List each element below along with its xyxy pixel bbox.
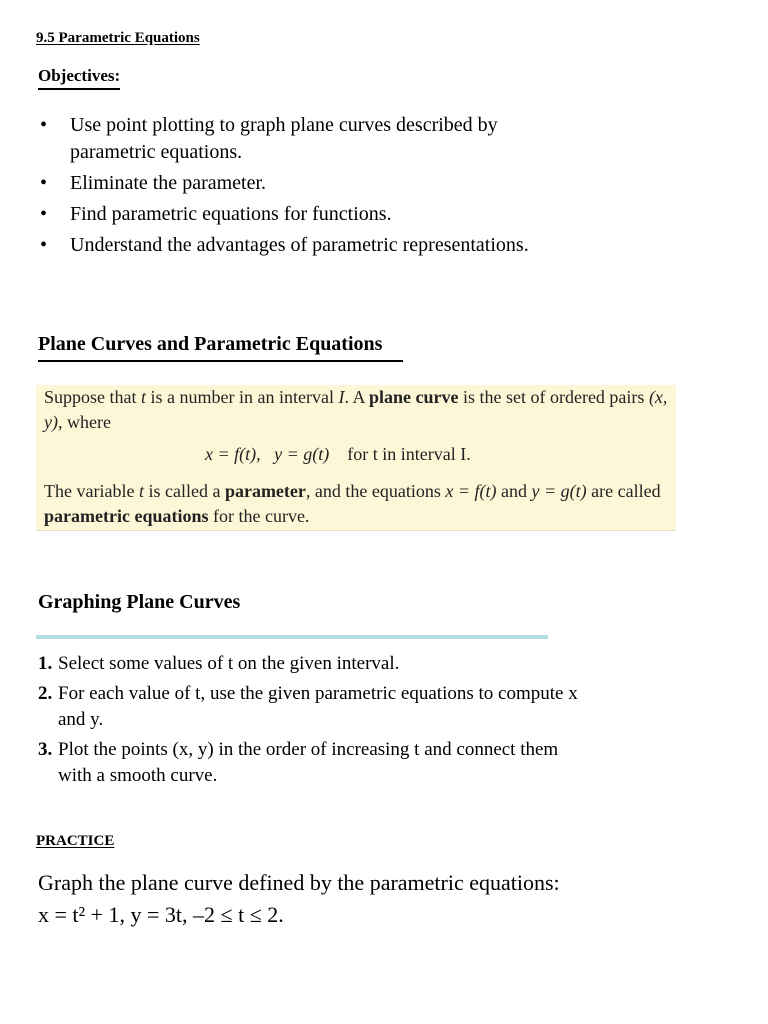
- step-item: [38, 681, 578, 733]
- objective-item: • Find parametric equations for functions.: [40, 201, 560, 228]
- graphing-heading: Graphing Plane Curves: [38, 591, 241, 613]
- definition-equation: x = f(t), y = g(t) for t in interval I.: [205, 444, 471, 464]
- definition-paragraph-2: The variable t is called a parameter, and the equations x = f(t) and y = g(t) are called parametric equations for the curve.: [44, 481, 661, 526]
- step-number: 1.: [38, 653, 53, 674]
- definition-paragraph-1: Suppose that t is a number in an interval I. A plane curve is the set of ordered pairs (x, y), where: [44, 387, 668, 432]
- objectives-list: [40, 112, 560, 263]
- step-item: [38, 737, 578, 789]
- step-number: 2.: [38, 683, 53, 704]
- plane-curves-heading: Plane Curves and Parametric Equations: [38, 333, 403, 362]
- practice-equation: x = t² + 1, y = 3t, –2 ≤ t ≤ 2.: [38, 902, 284, 927]
- step-text: Select some values of t on the given interval.: [58, 653, 400, 674]
- practice-prompt: Graph the plane curve defined by the parametric equations:: [38, 870, 560, 895]
- objective-item: • Eliminate the parameter.: [40, 170, 560, 197]
- step-item: [38, 651, 578, 677]
- practice-heading: PRACTICE: [36, 833, 115, 849]
- objective-item: • Understand the advantages of parametric representations.: [40, 232, 560, 259]
- step-number: 3.: [38, 739, 53, 760]
- objective-item: • Use point plotting to graph plane curves described by parametric equations.: [40, 112, 560, 166]
- graphing-steps: [38, 651, 578, 793]
- step-text: For each value of t, use the given parametric equations to compute x and y.: [58, 683, 578, 730]
- objectives-heading: Objectives:: [38, 66, 120, 90]
- step-text: Plot the points (x, y) in the order of increasing t and connect them with a smooth curve.: [58, 739, 559, 786]
- section-divider: [36, 635, 548, 639]
- section-title: 9.5 Parametric Equations: [36, 30, 200, 46]
